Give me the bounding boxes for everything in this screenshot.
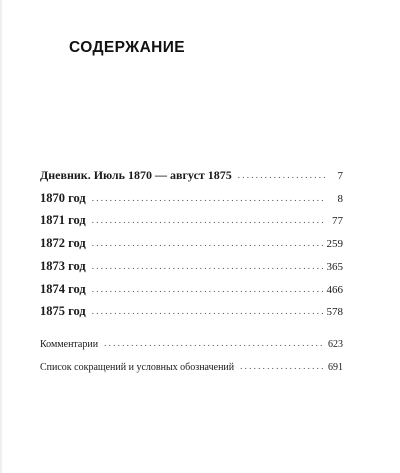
- toc-entry[interactable]: [40, 213, 343, 228]
- toc-entry-page: 466: [326, 284, 343, 296]
- toc-entry-page: 259: [326, 238, 343, 250]
- toc-entry[interactable]: [40, 191, 343, 206]
- toc-entry-label: 1872 год: [40, 236, 86, 250]
- dot-leader: [92, 306, 323, 316]
- dot-leader: [238, 170, 325, 180]
- dot-leader: [92, 238, 323, 248]
- toc-entry[interactable]: [40, 282, 343, 297]
- dot-leader: [92, 284, 323, 294]
- toc-title: СОДЕРЖАНИЕ: [69, 39, 186, 56]
- toc-entry-label: 1874 год: [40, 282, 86, 296]
- toc-entry-page: 691: [328, 362, 343, 373]
- toc-entry-label: 1871 год: [40, 213, 86, 227]
- toc-entry-page: 365: [326, 261, 343, 273]
- toc-entry[interactable]: [40, 168, 343, 183]
- toc-entry-page: 77: [332, 215, 343, 227]
- toc-entry-label: Комментарии: [40, 339, 99, 350]
- toc-entry[interactable]: [40, 259, 343, 274]
- dot-leader: [92, 215, 325, 225]
- toc-entry[interactable]: [40, 304, 343, 319]
- toc-entry-label: 1870 год: [40, 191, 86, 205]
- toc-entry-label: 1875 год: [40, 304, 86, 318]
- toc-entry-label: 1873 год: [40, 259, 86, 273]
- toc-entry-page: 8: [337, 193, 343, 205]
- toc-entry-label: Дневник. Июль 1870 — август 1875: [40, 168, 232, 182]
- toc-entry-label: Список сокращений и условных обозначений: [40, 362, 235, 373]
- dot-leader: [92, 261, 323, 271]
- toc-entry-page: 7: [337, 170, 343, 182]
- toc-appendix-entry[interactable]: [40, 339, 343, 350]
- page-edge: [0, 0, 3, 473]
- toc-appendix-entry[interactable]: [40, 362, 343, 373]
- toc-entry-page: 578: [326, 306, 343, 318]
- dot-leader: [92, 193, 325, 203]
- toc-entry[interactable]: [40, 236, 343, 251]
- dot-leader: [240, 361, 324, 371]
- toc-entry-page: 623: [328, 339, 343, 350]
- dot-leader: [104, 338, 324, 348]
